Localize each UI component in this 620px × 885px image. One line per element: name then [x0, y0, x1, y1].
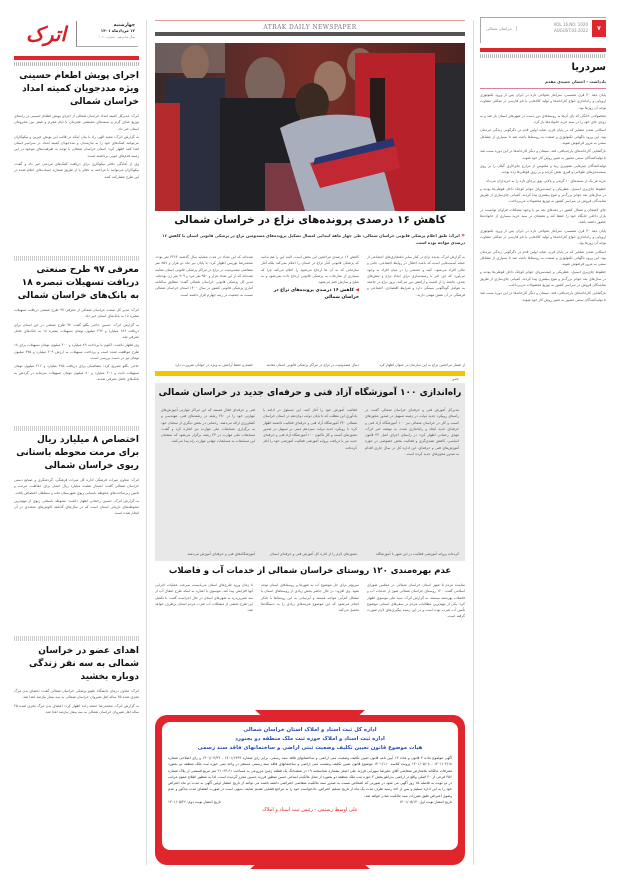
editorial-body: [480, 92, 606, 865]
legal-notice-ad: [155, 715, 465, 865]
story-technical-schools: [155, 383, 465, 561]
paragraph: پایان دههٔ ۳۰ قرن شمسی، سرآغاز تحولاتی تازه در ایران پس از ورود تکنولوژی اروپایی و راه‌اندازی انواع کارخانه‌ها و تولید کالاهایی با نام فارسی در شکلی متفاوت توجه آن روزها بود.: [480, 93, 606, 110]
news-section-bar: [155, 371, 465, 376]
ad-date-first: تاریخ انتشار نوبت اول: ۱۴۰۱/۰۵/۱۲: [399, 800, 452, 805]
volume-number: VOL 16,NO. 1020: [553, 22, 588, 27]
column-divider: [473, 20, 474, 865]
article-headline[interactable]: اهدای عضو در خراسان شمالی به سه نفر زندگی دوباره بخشید: [29, 646, 139, 682]
paragraph: اترک: معاون میراث فرهنگی اداره کل میراث فرهنگی، گردشگری و صنایع دستی خراسان شمالی گفت: امسال هشت میلیارد ریال اعتبار برای حفاظت، مرمت و تامین زیرساخت‌های محوطه باستانی ریوی شهرستان مانه و سملقان اختصاص یافت.: [14, 478, 139, 495]
photo-illustration: [155, 43, 465, 211]
article-organ-donation: [14, 645, 139, 717]
right-column: [480, 0, 606, 885]
paper-name: ATRAK DAILY NEWSPAPER: [155, 20, 465, 31]
paragraph: اسکانی شدن عشایر که در پایان قرن، شاید اولین قدم در دگرگونی زندگی مردمان بود. این ورود ناگهانی تکنولوژی و صنعت به روستاها باعث شد تا بسیاری از مشاغل سنتی به مرور فراموش شوند.: [480, 249, 606, 267]
lead-text: اترک: طبق اعلام پزشکی قانونی خراسان شمالی، طی چهار ماهه ابتدایی امسال تشکیل پرونده‌های مصدومین نزاع در پزشکی قانونی استان با کاهش ۱۶ درصدی مواجه بوده است.: [162, 233, 465, 245]
story-column: [261, 254, 359, 358]
paragraph: خطوط چای‌بری اسنیل، عطریکی و چینه‌سرپای جوانز کوچک داخل قوطی‌ها بودند و در سال‌های بعد جوانز بزرگ‌تر و تنوع بیشتری پیدا کردند. کمپانی چای‌سازی از طریق نمایندگان فروش در سراسر کشور به توزیع محصولات می‌پرداخت.: [480, 186, 606, 204]
subheading: [261, 288, 359, 301]
article-food-campaign: [14, 70, 139, 182]
story-column: مدیرکل آموزش فنی و حرفه‌ای خراسان شمالی گفت: در راستای رویکرد جدید دولت در زمینه تسهیل در صدور مجوزهای کسب و کار در خراسان شمالی نیز ۱۰۰ آموزشگاه آزاد فنی و حرفه‌ای جدید ایجاد و راه‌اندازی شده. به نوشته خبر اترک، مهدی رحمانی اظهار کرد: در راستای اجرای اصل ۴۴ قانون اساسی، کاهش تصدی‌گری و فعالیت بخش خصوصی در حوزه آموزش‌های فنی و حرفه‌ای، این اداره کل در سال جاری اقدام به صدور مجوزهای جدید کرده است.: [365, 408, 459, 457]
paragraph: به گزارش اترک، حسین رحمانی اظهار داشت: محوطه باستانی ریوی از مهم‌ترین محوطه‌های تاریخی استان است که در سال‌های گذشته کاوش‌های متعددی در آن انجام شده است.: [14, 498, 139, 516]
paragraph: محصولاتی خانگی که پای آن‌ها به روستاهای دور دست در شهرهای استان باز شد و به زودی جای خود را در سبد خرید خانواده‌ها باز کرد.: [480, 113, 606, 125]
chevron-icon: ◀: [353, 288, 359, 294]
left-column: [14, 0, 139, 885]
masthead-left: [14, 17, 139, 53]
paragraph: وی از آمادگی دفاتر نیکوکاری برای دریافت کمک‌های مردمی خبر داد و گفت: نیکوکاران می‌توانند با مراجعه به دفاتر یا از طریق شماره حساب‌های اعلام شده در این طرح مشارکت کنند.: [14, 162, 139, 179]
story-column: سریع‌تر برای حل موضوع آب به شهرها و روستاهای استان توجه شود. وی افزود: در حال حاضر بخش زیادی از روستاهای استان با مشکل کم‌آبی مواجه هستند و آبرسانی به این روستاها با تانکر انجام می‌شود که این موضوع هزینه‌های زیادی را به دستگاه‌ها تحمیل می‌کند.: [261, 583, 359, 613]
article-body: [14, 307, 139, 382]
paragraph: وی اظهار داشت: اکنون با پرداخت ۸۹ میلیارد و ۴۰۰ میلیون تومان تسهیلات برای ۱۸ طرح موافقت شده است و پرداخت تسهیلات به ارزش ۲۰۹ میلیارد و ۴۹۵ میلیون تومان نیز در دست بررسی است.: [14, 343, 139, 361]
page-number: ۷: [592, 20, 606, 37]
main-story-columns: [155, 254, 465, 358]
paragraph: اترک: مدیرکل کمیته امداد خراسان شمالی از اجرای پویش اطعام حسینی در راستای توزیع غذای گرم و بسته‌های معیشتی همزمان با ایام محرم و صفر بین محرومان استان خبر داد.: [14, 114, 139, 131]
paragraph: اترک: معاون درمان دانشگاه علوم پزشکی خراسان شمالی گفت: اعضای بدن مرگ مغزی شده ۴۵ ساله اهل شیروان خراسان شمالی به سه بیمار نیازمند اهدا شد.: [14, 689, 139, 700]
main-story-footer: [155, 362, 465, 369]
date-box: [76, 21, 138, 47]
section-name: خراسان شمالی: [486, 26, 517, 31]
footer-line: دنبال مصدومیت در نزاع در مراکز پزشکی قانونی استان معاینه: [266, 363, 359, 367]
paragraph: بازگشایی کارخانه‌های پارچه‌بافی، قند، سیمان و دیگر کارخانه‌ها در این دوره سبب شد تا تولیدکنندگان سنتی مجبور به تغییر روش کار خود شوند.: [480, 149, 606, 160]
english-date: AUGUST.03.2022: [553, 27, 588, 33]
paragraph: به گزارش اترک، حسین حاجی بگلو گفت: ۹۷ طرح صنعتی در این استان برای دریافت ۶۸۶ میلیارد و ۲۹۶ میلیون تومان تسهیلات تبصره ۱۸ به بانک‌های عامل معرفی شد.: [14, 322, 139, 340]
story-headline[interactable]: راه‌اندازی ۱۰۰ آموزشگاه آزاد فنی و حرفه‌ای جدید در خراسان شمالی: [158, 388, 462, 398]
paragraph: حاجی بگلو تصریح کرد: متقاضیان برای دریافت ۳۸۵ میلیارد و ۲۱۶ میلیون تومان تسهیلات ثابت و ۳۰۱ میلیارد و ۸۰ میلیون تومان تسهیلات سرمایه در گردش به بانک‌های عامل معرفی شدند.: [14, 364, 140, 381]
red-rule: [14, 56, 139, 60]
story-column: نماینده مردم ۵ شهر استان خراسان شمالی در مجلس شورای اسلامی گفت: ۱۲۰ روستای خراسان شمالی هنوز از خدمات آب و فاضلاب بهره‌مند نیستند. به گزارش اترک، سید علی موسوی اظهار کرد: یکی از مهم‌ترین مطالبات مردم در سفرهای استانی موضوع تأمین آب شرب بوده است و در این زمینه پیگیری‌های لازم صورت گرفته است.: [367, 583, 465, 619]
paragraph: اترک: مدیر کل صمت خراسان شمالی از معرفی ۹۷ طرح صنعتی دریافت تسهیلات تبصره ۱۸ به بانک‌های استان خبر داد.: [14, 308, 139, 319]
story-column: فنی و حرفه‌ای فعال هستند که این مراکز مهارتی آموزش‌های مهارتی خود را در ۲۸۰ رشته در رشته‌های فنی، مهندسی و کشاورزی ارائه می‌دهند. رحمانی در بخش دیگری از سخنان خود به برگزاری مسابقات ملی مهارت نیز اشاره کرد و گفت: مسابقات ملی مهارت در ۴۳ رشته برگزار می‌شود که منتخبان این مسابقات به مسابقات جهانی مهارت راه پیدا می‌کنند.: [161, 408, 255, 444]
ad-title-line: اداره ثبت اسناد و املاک حوزه ثبت ملک منطقه دو بجنورد: [235, 736, 385, 742]
article-separator: [14, 256, 139, 261]
article-body: [14, 688, 139, 715]
water-story-columns: [155, 582, 465, 710]
hatched-rule: [14, 62, 139, 66]
footer-line: آموزشگاه‌های فنی و حرفه‌ای آموزش می‌دهند: [187, 552, 255, 556]
masthead-right: [480, 17, 606, 43]
pink-rule: [480, 88, 606, 89]
story-columns: [161, 407, 459, 547]
footer-line: مجوزهای لازم را از اداره کل آموزش فنی و حرفه‌ای استان: [269, 552, 357, 556]
hatched-rule: [480, 54, 606, 58]
news-photo[interactable]: [155, 43, 465, 211]
article-separator: [14, 426, 139, 431]
ad-signature: علی اوسط رستمی - رئیس ثبت اسناد و املاک: [262, 807, 358, 814]
paragraph: به گزارش اترک، محمدرضا جمعه زاده اظهار کرد: اعضای بدن مرگ مغزی شده ۴۵ ساله اهل شیروان خراسان شمالی به سه بیمار نیازمند اهدا شد.: [14, 703, 139, 714]
paragraph: بازگشایی کارخانه‌های پارچه‌بافی، قند، سیمان و دیگر کارخانه‌ها در این دوره سبب شد تا تولیدکنندگان سنتی مجبور به تغییر روش کار خود شوند.: [480, 291, 606, 302]
footer-line: از شمار مراجعین نزاع به این سازمان در عنوان اظهار کرد: [379, 363, 465, 367]
paragraph: اسکانی شدن عشایر که در پایان قرن، شاید اولین قدم در دگرگونی زندگی مردمان بود. این ورود ناگهانی تکنولوژی و صنعت به روستاها باعث شد تا بسیاری از مشاغل سنتی به مرور فراموش شوند.: [480, 128, 606, 146]
article-headline[interactable]: معرفی ۹۷ طرح صنعتی دریافت تسهیلات تبصره ۱۸ به بانک‌های خراسان شمالی: [17, 265, 139, 301]
editorial-author: یادداشت - احسان حمیدی مقدم: [545, 79, 606, 84]
ad-title: [168, 726, 452, 753]
ad-date-second: تاریخ انتشار نوبت دوم: ۱۴۰۱/۰۵/۲۶: [168, 800, 221, 805]
issue-line: سال شانزدهم - شماره ۱۰۲۰: [99, 35, 135, 39]
paragraph: پایان دههٔ ۳۰ قرن شمسی، سرآغاز تحولاتی تازه در ایران پس از ورود تکنولوژی اروپایی و راه‌اندازی انواع کارخانه‌ها و تولید کالاهایی با نام فارسی در شکلی متفاوت توجه آن روزها بود.: [480, 228, 606, 246]
editorial-title[interactable]: سردریا: [571, 62, 606, 73]
article-industrial-loans: [14, 264, 139, 384]
paragraph: خطوط چای‌بری اسنیل، عطریکی و چینه‌سرپای جوانز کوچک داخل قوطی‌ها بودند و در سال‌های بعد جوانز بزرگ‌تر و تنوع بیشتری پیدا کردند. کمپانی چای‌سازی از طریق نمایندگان فروش در سراسر کشور به توزیع محصولات می‌پرداخت.: [480, 270, 606, 288]
ad-dates: [168, 800, 452, 804]
ad-body: آگهی موضوع ماده ۳ قانون و ماده ۱۳ آیین نامه قانون تعیین تکلیف وضعیت ثبتی اراضی و ساختمانهای فاقد سند رسمی. برابر رای شماره ۱۴۰۱/۱۹۹۹ - ۱۴۰۱/۰۴/۲۹ و رای اصلاحی شماره ۱۴۰۱/۰۴/۱۸ - ۱۴۰۱/۰۵/۰۸ پرونده کلاسه ۱۴۰۱/۱۱۰ موضوع قانون تعیین تکلیف وضعیت ثبتی اراضی و ساختمانهای فاقد سند رسمی مستقر در واحد ثبتی حوزه ثبت ملک منطقه دو بجنورد تصرفات مالکانه بلامعارض متقاضی آقای علیرضا سهرابی فرزند علی اصغر بشماره شناسنامه ۱۹ در ششدانگ یک قطعه زمین مزروعی به مساحت ۲۱۰۶۴.۶۱ متر مربع قسمتی از پلاک شماره ۴۵۶ فرعی از ۲۰ اصلی واقع در اراضی بدرانلو بخش ۳ حوزه ثبت ملک منطقه دو بجنورد از محل مالکیت ابتیاعی حسن منظور فرزند حسین محرز گردیده است. لذا به منظور اطلاع عموم مراتب در دو نوبت به فاصله ۱۵ روز آگهی می شود در صورتی که اشخاص نسبت به صدور سند مالکیت متقاضی اعتراضی داشته باشند می توانند از تاریخ انتشار اولین آگهی به مدت دو ماه اعتراض خود را به این اداره تسلیم و پس از اخذ رسید ظرف مدت یک ماه از تاریخ تسلیم اعتراض، دادخواست خود را به مراجع قضایی تقدیم نمایند. بدیهی است در صورت انقضای مدت مذکور و عدم وصول اعتراض طبق مقررات سند مالکیت صادر خواهد شد.: [168, 756, 453, 798]
article-headline[interactable]: اجرای پویش اطعام حسینی ویژه مددجویان کمیته امداد خراسان شمالی: [19, 71, 139, 107]
center-column: [155, 0, 465, 885]
news-section-label: خبر: [451, 376, 459, 381]
red-rule: [480, 48, 606, 52]
subheading-text: کاهش ۱۶ درصدی پرونده‌های نزاع در خراسان شمالی: [273, 288, 359, 300]
volume-info: [554, 22, 588, 33]
ad-tab-decoration: [255, 710, 365, 722]
story-column: شده‌اند که این تعداد در مدت مشابه سال گذشته ۳۲۶۳ نفر بوده. محمدرضا نوریس اظهار کرد: تا پایان تیر ماه دو هزار و ۸۵۹ نفر متقاضی مصدومیت در نزاع در مراکز پزشکی قانونی استان معاینه شده‌اند که از این تعداد هزار و ۹۵۰ نفر مرد و ۹۰۹ نفر زن بوده‌اند. مدیر کل پزشکی قانونی خراسان شمالی گفت: مطابق سالنامه آماری پزشکی قانونی کشور در سال ۱۴۰۰ استان خراسان شمالی نسبت به جمعیت در رتبه چهارم قرار داشته است.: [155, 255, 254, 297]
main-lead: [155, 232, 465, 246]
story-column: به گزارش اترک، پدیده نزاع در کنار سایر ناهنجاری‌های اجتماعی از جمله آسیب‌هایی است که باعث اختلال در روابط اجتماعی، جانی و مالی افراد می‌شود. کینه و دشمنی را در میان افراد به وجود می‌آورد که این امر با زمینه‌سازی برای ایجاد نزاع و تنش‌های بعدی، جامعه را از امنیت و آرامش دور می‌کند. بروز نزاع در جامعه به عوامل گوناگونی بستگی دارد و شرایط اقتصادی، اجتماعی و فرهنگی در آن نقش مهمی دارند.: [367, 255, 465, 297]
day-of-week: چهارشنبه: [113, 23, 135, 28]
paragraph: چای لاهیجان و شمال کشور در دهه‌های بعد نیز با وجود مشکلات فراوان توانست در بازار داخلی جایگاه خود را حفظ کند و همچنان در سبد خرید بسیاری از خانواده‌ها حضور داشته باشد.: [480, 207, 606, 225]
ad-content: [162, 722, 458, 850]
main-headline[interactable]: کاهش ۱۶ درصدی پرونده‌های نزاع در خراسان شمالی: [174, 214, 446, 226]
article-headline[interactable]: اختصاص ۸ میلیارد ریال برای مرمت محوطه باستانی ریوی خراسان شمالی: [16, 435, 139, 471]
story-column: فعالیت آموزش خود را آغاز کنند. این مسئول در ادامه با یادآوری این مطلب که تا پایان دولت دوازدهم در استان خراسان شمالی ۲۳۰ آموزشگاه آزاد فنی و حرفه‌ای فعالیت داشتند اظهار کرد: با رویکرد جدید دولت سیزدهم مبنی بر تسهیل در صدور مجوزهای کسب و کار تاکنون ۱۰۰ آموزشگاه آزاد فنی و حرفه‌ای جدید نیز با دریافت پروانه آموزشی فعالیت آموزشی خود را آغاز کرده‌اند.: [263, 408, 358, 450]
column-text: کاهش ۱۶ درصدی مراجعین این بخش است. البته این را هم بدانید که پزشکی قانونی آمار نزاع در استان را اعلام نمی‌کند بلکه آمار سازمانی که به آن ها ارجاع می‌شود را اعلام می‌کند چرا که بسیاری از منازعات به پزشکی قانونی ارجاع داده نمی‌شود و به صلح و سازش ختم می‌شود.: [261, 255, 359, 285]
ad-title-line: اداره کل ثبت اسناد و املاک استان خراسان شمالی: [243, 727, 377, 733]
article-body: [14, 477, 139, 517]
column-divider: [146, 20, 147, 865]
paragraph: تولیدکنندگان چیزهایی تصویری زیبا و ملموس از مزارع چای‌کاری گیلان را بر روی بسته‌بندی‌های طولانی و قیری نقش کردند و بر روی قوطی‌ها زده بودند.: [480, 163, 606, 175]
footer-line: خشم و حفظ آرامش به ویژه در جوانان ضرورت دارد: [174, 363, 253, 367]
paragraph: خرید هر یک از بسته‌های ۱۰ گرمی و بالاتر، بوی پرچای تازه را به خریداران می‌داد.: [485, 178, 606, 183]
double-chevron-icon: «: [461, 232, 465, 239]
story-headline-water[interactable]: عدم بهره‌مندی ۱۲۰ روستای خراسان شمالی از خدمات آب و فاضلاب: [168, 566, 452, 576]
story-column: تا زمان ورود طرح‌های استان می‌بایست سرعت عملیات اجرایی آنها افزایش پیدا کند. موسوی با اشاره به اینکه طرح انتقال آب از سد شیرین‌دره به شهرهای استان در حال اجراست گفت: با تکمیل این طرح بخشی از مشکلات آب شرب مردم استان برطرف خواهد شد.: [155, 583, 253, 613]
paragraph: به گزارش اترک، مجید الهی راد با بیان اینکه در قالب این پویش خیرین و نیکوکاران می‌توانند کمک‌های خود را به نیازمندان و مددجویان کمیته امداد در سراسر استان اهدا کنند اظهار کرد: استان خراسان شمالی با توجه به ظرفیت‌های موجود در این زمینه قدم‌های خوبی برداشته است.: [14, 134, 139, 158]
story-footer: [161, 551, 459, 558]
dark-rule: [155, 32, 465, 36]
article-separator: [14, 636, 139, 641]
footer-line: کرده‌اند پروانه آموزشی فعالیت در این شهر با آموزشگاه: [376, 552, 459, 556]
persian-date: ۱۲ مردادماه ۱۴۰۱: [100, 28, 135, 33]
article-rivi-restoration: [14, 434, 139, 519]
ad-title-line: هیات موضوع قانون تعیین تکلیف وضعیت ثبتی اراضی و ساختمانهای فاقد سند رسمی: [197, 745, 423, 751]
article-body: [14, 113, 139, 180]
ad-tab-decoration: [250, 859, 370, 869]
newspaper-logo: اترک: [25, 22, 67, 46]
